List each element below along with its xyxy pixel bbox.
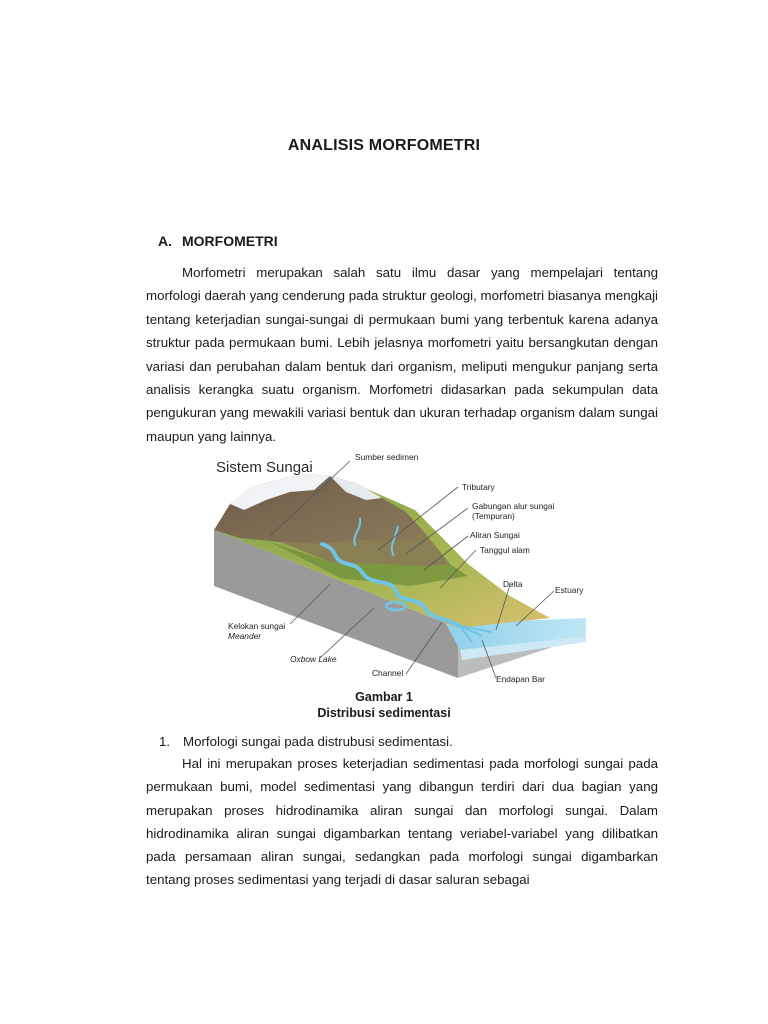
label-oxbow-lake: Oxbow Lake: [290, 654, 337, 664]
label-delta: Delta: [503, 579, 523, 589]
river-system-diagram: [210, 446, 592, 692]
list-item-number: 1.: [159, 734, 171, 749]
label-tempuran: (Tempuran): [472, 511, 515, 521]
label-kelokan-sungai: Kelokan sungai: [228, 621, 286, 631]
section-heading-text: MORFOMETRI: [182, 233, 278, 249]
label-tributary: Tributary: [462, 482, 495, 492]
label-meander: Meander: [228, 631, 262, 641]
figure-caption-text: Distribusi sedimentasi: [317, 706, 451, 720]
label-channel: Channel: [372, 668, 404, 678]
list-item-text: Morfologi sungai pada distrubusi sedimentasi.: [183, 734, 453, 749]
figure-caption-number: Gambar 1: [355, 690, 413, 704]
label-aliran-sungai: Aliran Sungai: [470, 530, 520, 540]
document-title: ANALISIS MORFOMETRI: [287, 137, 481, 154]
label-tanggul-alam: Tanggul alam: [480, 545, 530, 555]
label-sumber-sedimen: Sumber sedimen: [355, 452, 419, 462]
label-gabungan-alur-sungai: Gabungan alur sungai: [472, 501, 555, 511]
paragraph-morfologi-sungai: Hal ini merupakan proses keterjadian sedimentasi pada morfologi sungai pada permukaan bumi, model sedimentasi yang dibangun terdiri dari dua bagian yang merupakan proses hidrodinamika aliran sungai dan morfologi sungai. Dalam hidrodinamika aliran sungai digambarkan tentang veriabel-variabel yang dilibatkan pada persamaan aliran sungai, sedangkan pada morfologi sungai digambarkan tentang proses sedimentasi yang terjadi di dasar saluran sebagai: [146, 756, 658, 888]
section-heading: [158, 233, 278, 249]
figure-title: Sistem Sungai: [216, 459, 313, 476]
section-letter: A.: [158, 233, 172, 249]
list-item-1: [159, 734, 453, 749]
label-endapan-bar: Endapan Bar: [496, 674, 545, 684]
paragraph-morfometri: Morfometri merupakan salah satu ilmu dasar yang mempelajari tentang morfologi daerah yang cenderung pada struktur geologi, morfometri biasanya mengkaji tentang keterjadian sungai-sungai di permukaan bumi yang terbentuk karena adanya struktur pada permukaan bumi. Lebih jelasnya morfometri yaitu bersangkutan dengan variasi dan perubahan dalam bentuk dari organism, meliputi mengukur panjang serta analisis kerangka suatu organism. Morfometri didasarkan pada sekumpulan data pengukuran yang mewakili variasi bentuk dan ukuran terhadap organism dalam sungai maupun yang lainnya.: [146, 265, 658, 444]
figure-river-system: [210, 446, 592, 692]
label-estuary: Estuary: [555, 585, 584, 595]
